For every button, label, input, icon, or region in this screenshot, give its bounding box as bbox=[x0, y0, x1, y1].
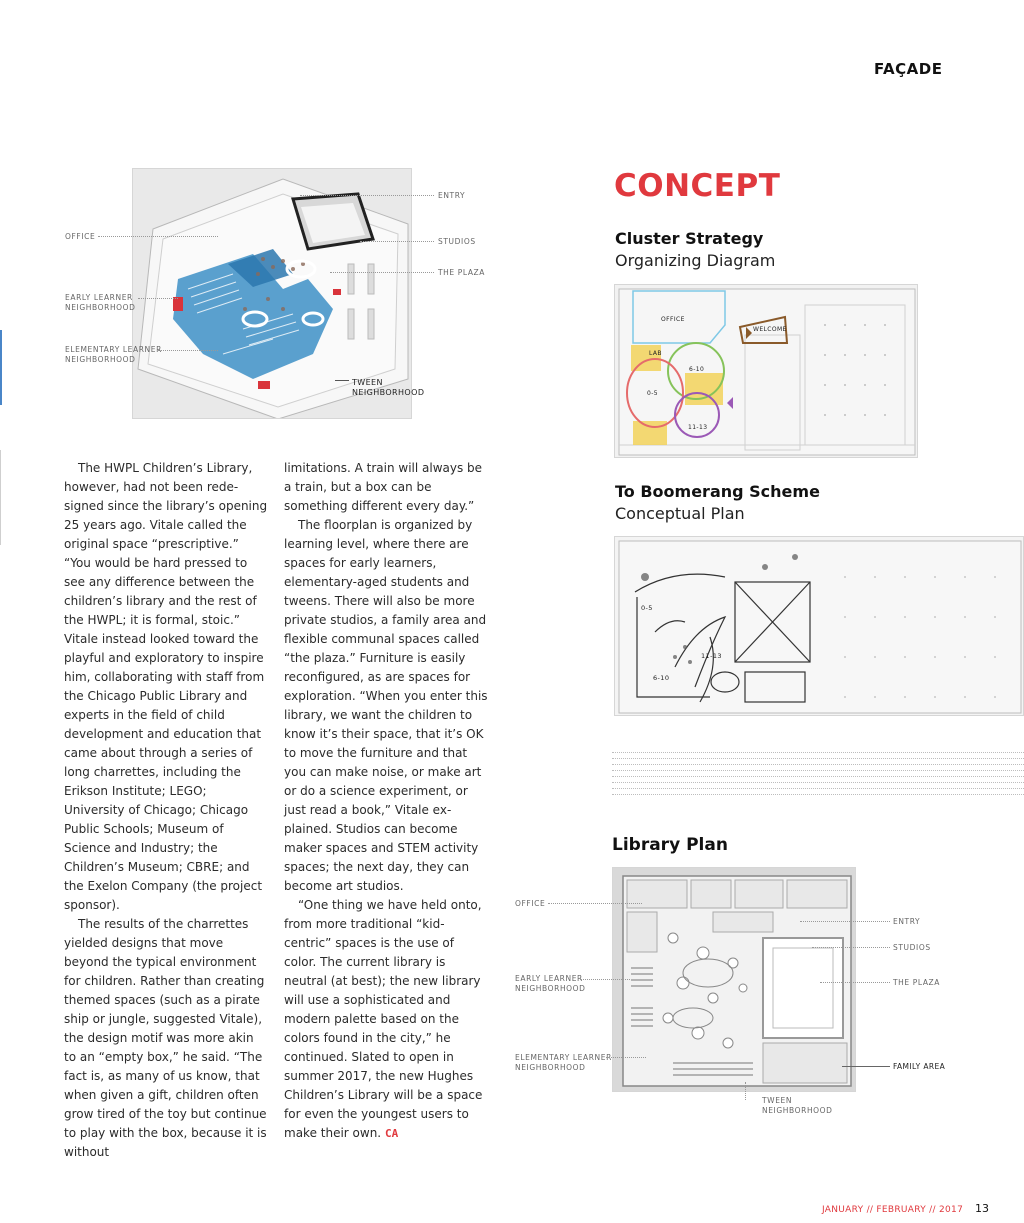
article-column-1 bbox=[64, 459, 269, 1162]
paragraph: The results of the charrettes yielded designs that move beyond the typical environment for children. Rather than creating themed spaces (such as a pirate ship or jungle, suggested Vitale), the design motif was more akin to an “empty box,” he said. “The fact is, as many of us know, that when given a gift, children often grow tired of the toy but continue to play with the box, because it is without bbox=[64, 917, 267, 1159]
issue-date: JANUARY // FEBRUARY // 2017 bbox=[822, 1205, 964, 1215]
plan-callout-studios: STUDIOS bbox=[893, 943, 931, 952]
section-tag: FAÇADE bbox=[874, 60, 943, 78]
cluster-diagram bbox=[614, 284, 918, 458]
cluster-label-6-10: 6-10 bbox=[689, 366, 705, 373]
leader-line bbox=[606, 1057, 646, 1058]
leader-line bbox=[745, 1082, 746, 1100]
paragraph: The floorplan is organized by learning level, where there are spaces for early learners, elementary-aged students and tweens. There will also be more private studios, a family area and flexible communal spaces called “the plaza.” Furniture is easily reconfigured, as are spaces for exploration. “When you enter this library, we want the children to know it’s their space, that it’s OK to move the furniture and that you can make noise, or make art or do a science experiment, or just read a book,” Vitale ex-plained. Studios can become maker spaces and STEM activity spaces; the next day, they can become art studios. bbox=[284, 518, 488, 893]
paragraph: The HWPL Children’s Library, however, had not been rede-signed since the library’s opening 25 years ago. Vitale called the original space “prescriptive.” “You would be hard pressed to see any difference between the children’s library and the rest of the HWPL; it is formal, stoic.” Vitale instead looked toward the playful and exploratory to inspire him, collaborating with staff from the Chicago Public Library and experts in the field of child development and education that came about through a series of long charrettes, including the Erikson Institute; LEGO; University of Chicago; Chicago Public Schools; Museum of Science and Industry; the Children’s Museum; CBRE; and the Exelon Company (the project sponsor). bbox=[64, 461, 268, 912]
callout-entry: ENTRY bbox=[438, 191, 466, 200]
concept-heading: CONCEPT bbox=[614, 168, 781, 204]
leader-line bbox=[580, 979, 630, 980]
paragraph-text: “One thing we have held onto, from more traditional “kid-centric” spaces is the use of color. The current library is neutral (at best); the new library will use a sophisticated and modern palette based on the colors found in the city,” he continued. Slated to open in summer 2017, the new Hughes Children’s Library will be a space for even the youngest users to make their own. bbox=[284, 898, 483, 1140]
plan-callout-family: FAMILY AREA bbox=[893, 1062, 946, 1071]
plan-callout-entry: ENTRY bbox=[893, 917, 921, 926]
boomerang-label-11-13: 11-13 bbox=[701, 652, 722, 660]
cluster-illustration bbox=[615, 285, 918, 458]
paragraph bbox=[284, 896, 489, 1143]
leader-line bbox=[330, 272, 434, 273]
leader-line bbox=[300, 195, 434, 196]
leader-line bbox=[138, 298, 178, 299]
leader-line bbox=[335, 380, 349, 381]
plan-callout-elementary: ELEMENTARY LEARNER NEIGHBORHOOD bbox=[515, 1053, 612, 1072]
plan-callout-tween: TWEEN NEIGHBORHOOD bbox=[762, 1096, 833, 1115]
leader-line bbox=[98, 236, 218, 237]
boomerang-illustration bbox=[615, 537, 1024, 716]
library-plan-figure bbox=[612, 867, 856, 1092]
cluster-label-welcome: WELCOME bbox=[753, 326, 787, 333]
boomerang-subtitle: Conceptual Plan bbox=[615, 504, 745, 523]
article-column-2 bbox=[284, 459, 489, 1143]
plan-callout-plaza: THE PLAZA bbox=[893, 978, 941, 987]
cluster-label-0-5: 0-5 bbox=[647, 390, 658, 397]
page-number: 13 bbox=[975, 1202, 989, 1215]
cluster-title: Cluster Strategy bbox=[615, 229, 764, 248]
leader-line bbox=[158, 350, 218, 351]
leader-line bbox=[842, 1066, 890, 1067]
dotted-rule bbox=[612, 752, 1024, 800]
callout-plaza: THE PLAZA bbox=[438, 268, 486, 277]
plan-callout-early-learner: EARLY LEARNER NEIGHBORHOOD bbox=[515, 974, 586, 993]
cluster-label-11-13: 11-13 bbox=[688, 424, 708, 431]
signoff: CA bbox=[384, 1127, 399, 1140]
boomerang-label-0-5: 0-5 bbox=[641, 604, 653, 612]
cluster-subtitle: Organizing Diagram bbox=[615, 251, 776, 270]
leader-line bbox=[360, 241, 434, 242]
callout-early-learner: EARLY LEARNER NEIGHBORHOOD bbox=[65, 293, 136, 312]
paragraph: limitations. A train will always be a train, but a box can be something different every day.” bbox=[284, 461, 483, 513]
page-edge-mark bbox=[0, 330, 2, 405]
library-plan-illustration bbox=[613, 868, 856, 1092]
boomerang-title: To Boomerang Scheme bbox=[615, 482, 820, 501]
cluster-label-lab: LAB bbox=[649, 350, 662, 357]
callout-studios: STUDIOS bbox=[438, 237, 476, 246]
boomerang-label-6-10: 6-10 bbox=[653, 674, 670, 682]
leader-line bbox=[820, 982, 890, 983]
leader-line bbox=[800, 921, 890, 922]
callout-elementary: ELEMENTARY LEARNER NEIGHBORHOOD bbox=[65, 345, 162, 364]
page-edge-mark bbox=[0, 450, 1, 545]
callout-tween: TWEEN NEIGHBORHOOD bbox=[352, 378, 425, 397]
cluster-label-office: OFFICE bbox=[661, 316, 685, 323]
leader-line bbox=[548, 903, 642, 904]
callout-office: OFFICE bbox=[65, 232, 96, 241]
leader-line bbox=[812, 947, 890, 948]
boomerang-diagram bbox=[614, 536, 1024, 716]
plan-callout-office: OFFICE bbox=[515, 899, 546, 908]
library-plan-title: Library Plan bbox=[612, 835, 728, 855]
